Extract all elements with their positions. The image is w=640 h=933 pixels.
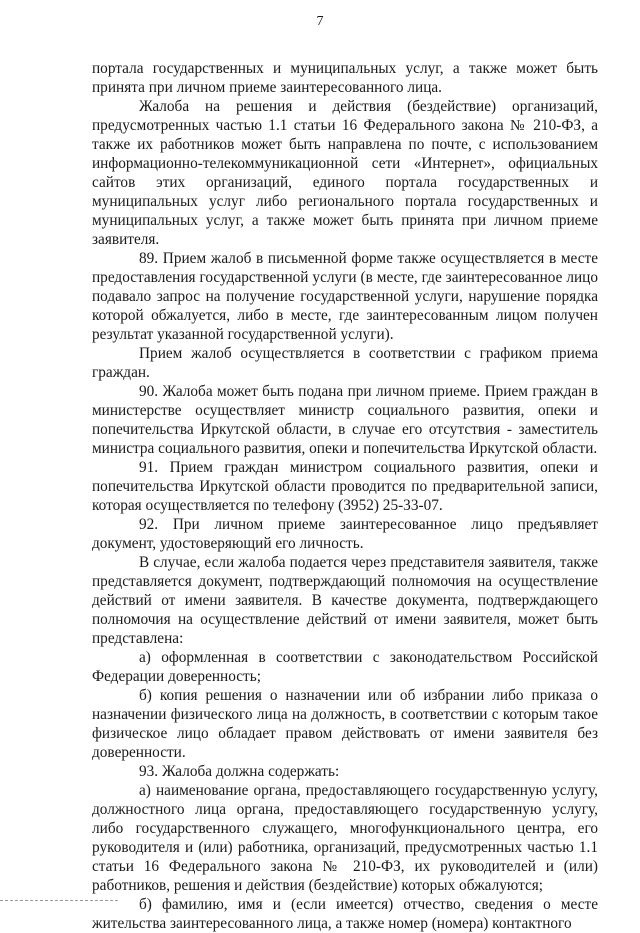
document-body bbox=[92, 59, 598, 933]
list-item-a-organ-name: а) наименование органа, предоставляющего государственную услугу, должностного лица органа, предоставляющего государственную услугу, либо государственного служащего, многофункционального центра, его руководителя и (или) работника, организаций, предусмотренных частью 1.1 статьи 16 Федерального закона № 210-ФЗ, их руководителей и (или) работников, решения и действия (бездействие) которых обжалуются; bbox=[92, 782, 598, 894]
paragraph-complaint-channels: Жалоба на решения и действия (бездействие) организаций, предусмотренных частью 1.1 статьи 16 Федерального закона № 210-ФЗ, а также их работников может быть направлена по почте, с использованием информационно-телекоммуникационной сети «Интернет», официальных сайтов этих организаций, единого портала государственных и муниципальных услуг либо регионального портала государственных и муниципальных услуг, а также может быть принята при личном приеме заявителя. bbox=[92, 98, 598, 248]
list-item-b-appointment-copy: б) копия решения о назначении или об избрании либо приказа о назначении физического лица на должность, в соответствии с которым такое физическое лицо обладает правом действовать от имени заявителя без доверенности. bbox=[92, 687, 598, 761]
page-number: 7 bbox=[316, 14, 324, 29]
paragraph-representative: В случае, если жалоба подается через представителя заявителя, также представляется документ, подтверждающий полномочия на осуществление действий от имени заявителя. В качестве документа, подтверждающего полномочия на осуществление действий от имени заявителя, может быть представлена: bbox=[92, 554, 598, 647]
list-item-b-applicant-details: б) фамилию, имя и (если имеется) отчество, сведения о месте жительства заинтересованного лица, а также номер (номера) контактного bbox=[92, 896, 598, 932]
paragraph-89: 89. Прием жалоб в письменной форме также осуществляется в месте предоставления государственной услуги (в месте, где заинтересованное лицо подавало запрос на получение государственной услуги, нарушение порядка которой обжалуется, либо в месте, где заинтересованным лицом получен результат указанной государственной услуги). bbox=[92, 250, 598, 343]
paragraph-93: 93. Жалоба должна содержать: bbox=[139, 763, 340, 780]
paragraph-reception-schedule: Прием жалоб осуществляется в соответствии с графиком приема граждан. bbox=[92, 345, 598, 381]
paragraph-90: 90. Жалоба может быть подана при личном приеме. Прием граждан в министерстве осуществляет министр социального развития, опеки и попечительства Иркутской области, в случае его отсутствия - заместитель министра социального развития, опеки и попечительства Иркутской области. bbox=[92, 383, 598, 457]
list-item-a-power-of-attorney: а) оформленная в соответствии с законодательством Российской Федерации доверенность; bbox=[92, 649, 598, 685]
footer-dashed-rule bbox=[0, 900, 118, 901]
paragraph-continuation: портала государственных и муниципальных услуг, а также может быть принята при личном приеме заинтересованного лица. bbox=[92, 60, 598, 96]
paragraph-92: 92. При личном приеме заинтересованное лицо предъявляет документ, удостоверяющий его личность. bbox=[92, 516, 598, 552]
paragraph-91: 91. Прием граждан министром социального развития, опеки и попечительства Иркутской области проводится по предварительной записи, которая осуществляется по телефону (3952) 25-33-07. bbox=[92, 459, 598, 514]
